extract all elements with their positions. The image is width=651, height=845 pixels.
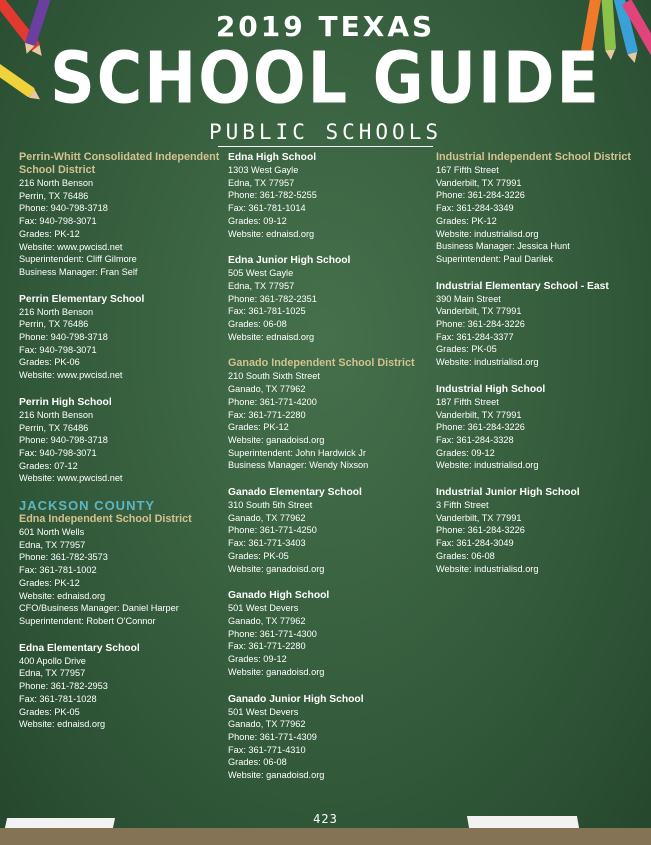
entry-detail-line: 310 South 5th Street — [228, 500, 313, 511]
entry-detail-line: Perrin, TX 76486 — [19, 190, 89, 201]
column-3 — [436, 151, 646, 589]
school-entry — [228, 693, 433, 782]
entry-detail-line: Website: industrialisd.org — [436, 228, 539, 239]
entry-detail-line: Perrin, TX 76486 — [19, 319, 89, 330]
entry-detail-line: Fax: 361-781-1002 — [19, 565, 97, 576]
entry-detail-line: CFO/Business Manager: Daniel Harper — [19, 603, 179, 614]
entry-detail-line: Website: ganadoisd.org — [228, 563, 325, 574]
entry-detail-line: Website: www.pwcisd.net — [19, 241, 123, 252]
district-entry — [19, 499, 224, 628]
entry-detail-line: Fax: 361-781-1014 — [228, 203, 306, 214]
entry-detail-line: Phone: 940-798-3718 — [19, 435, 108, 446]
entry-detail-line: Edna, TX 77957 — [228, 177, 295, 188]
district-name: Edna Independent School District — [19, 513, 192, 526]
entry-detail-line: Grades: PK-12 — [228, 422, 289, 433]
entry-detail-line: 167 Fifth Street — [436, 165, 499, 175]
entry-detail-line: Phone: 361-284-3226 — [436, 422, 525, 433]
entry-detail-line: Grades: PK-05 — [436, 344, 497, 355]
entry-detail-line: 3 Fifth Street — [436, 500, 489, 511]
page-number: 423 — [313, 812, 338, 826]
entry-detail-line: Fax: 361-284-3349 — [436, 203, 514, 214]
entry-detail-line: Grades: 06-08 — [228, 319, 287, 330]
district-entry — [19, 151, 224, 279]
entry-detail-line: Vanderbilt, TX 77991 — [436, 409, 522, 420]
entry-detail-line: Website: industrialisd.org — [436, 460, 539, 471]
school-name: Ganado Junior High School — [228, 693, 364, 705]
school-entry — [436, 486, 646, 575]
entry-detail-line: Grades: 09-12 — [436, 447, 495, 458]
entry-detail-line: Fax: 361-771-2280 — [228, 641, 306, 652]
entry-detail-line: Ganado, TX 77962 — [228, 384, 306, 395]
entry-detail-line: 210 South Sixth Street — [228, 371, 320, 382]
entry-detail-line: Perrin, TX 76486 — [19, 422, 89, 433]
entry-detail-line: Edna, TX 77957 — [19, 668, 86, 679]
entry-detail-line: Superintendent: John Hardwick Jr — [228, 447, 366, 458]
entry-detail-line: Website: ganadoisd.org — [228, 434, 325, 445]
school-name: Ganado High School — [228, 590, 330, 602]
entry-detail-line: Phone: 361-782-2953 — [19, 681, 108, 692]
entry-detail-line: 390 Main Street — [436, 293, 501, 304]
entry-detail-line: Ganado, TX 77962 — [228, 512, 306, 523]
entry-detail-line: Website: ganadoisd.org — [228, 666, 325, 677]
entry-detail-line: Phone: 361-771-4309 — [228, 731, 317, 742]
entry-detail-line: Superintendent: Cliff Gilmore — [19, 254, 137, 265]
entry-detail-line: Website: ednaisd.org — [19, 590, 106, 601]
entry-detail-line: Website: ednaisd.org — [228, 331, 315, 342]
entry-detail-line: Website: industrialisd.org — [436, 357, 539, 368]
entry-detail-line: Grades: PK-06 — [19, 357, 80, 368]
entry-detail-line: Grades: 07-12 — [19, 460, 78, 471]
entry-detail-line: Superintendent: Paul Darilek — [436, 253, 553, 264]
column-2 — [228, 151, 433, 796]
header-year: 2019 TEXAS — [215, 10, 436, 43]
entry-detail-line: Fax: 361-771-3403 — [228, 538, 306, 549]
entry-detail-line: Grades: PK-12 — [436, 215, 497, 226]
district-name: Perrin-Whitt Consolidated Independent School District — [19, 151, 220, 176]
school-name: Perrin High School — [19, 396, 112, 408]
entry-detail-line: Grades: 09-12 — [228, 215, 287, 226]
entry-detail-line: Grades: PK-12 — [19, 228, 80, 239]
school-entry — [436, 280, 646, 369]
entry-detail-line: Fax: 940-798-3071 — [19, 216, 97, 227]
school-entry — [228, 486, 433, 575]
district-entry — [436, 151, 646, 266]
entry-detail-line: Website: www.pwcisd.net — [19, 370, 123, 381]
entry-detail-line: Business Manager: Wendy Nixson — [228, 460, 369, 471]
school-entry — [436, 383, 646, 472]
school-entry — [19, 642, 224, 731]
entry-detail-line: Phone: 361-771-4250 — [228, 525, 317, 536]
page-title: SCHOOL GUIDE — [50, 35, 601, 120]
school-entry — [228, 589, 433, 678]
entry-detail-line: Fax: 361-284-3328 — [436, 434, 514, 445]
school-entry — [19, 293, 224, 382]
entry-detail-line: Phone: 361-284-3226 — [436, 525, 525, 536]
school-name: Edna Elementary School — [19, 642, 140, 654]
entry-detail-line: Business Manager: Jessica Hunt — [436, 241, 570, 252]
subtitle-underline — [218, 146, 433, 147]
entry-detail-line: 505 West Gayle — [228, 268, 294, 279]
entry-detail-line: 400 Apollo Drive — [19, 655, 86, 666]
school-entry — [228, 254, 433, 343]
entry-detail-line: Fax: 361-771-4310 — [228, 744, 306, 755]
entry-detail-line: Phone: 361-284-3226 — [436, 190, 525, 201]
entry-detail-line: Grades: PK-05 — [19, 706, 80, 717]
entry-detail-line: Ganado, TX 77962 — [228, 719, 306, 730]
entry-detail-line: Ganado, TX 77962 — [228, 615, 306, 626]
entry-detail-line: Superintendent: Robert O'Connor — [19, 615, 156, 626]
entry-detail-line: Fax: 940-798-3071 — [19, 344, 97, 355]
entry-detail-line: Fax: 940-798-3071 — [19, 447, 97, 458]
entry-detail-line: 601 North Wells — [19, 527, 85, 538]
entry-detail-line: Grades: PK-05 — [228, 550, 289, 561]
entry-detail-line: Website: industrialisd.org — [436, 563, 539, 574]
school-entry — [228, 151, 433, 240]
county-heading: JACKSON COUNTY — [19, 498, 156, 514]
entry-detail-line: Phone: 940-798-3718 — [19, 332, 108, 343]
entry-detail-line: Phone: 361-771-4200 — [228, 396, 317, 407]
entry-detail-line: Website: ednaisd.org — [228, 228, 315, 239]
school-name: Ganado Elementary School — [228, 487, 362, 499]
entry-detail-line: Edna, TX 77957 — [228, 280, 295, 291]
entry-detail-line: 216 North Benson — [19, 306, 94, 317]
entry-detail-line: Fax: 361-771-2280 — [228, 409, 306, 420]
school-name: Edna High School — [228, 152, 317, 163]
entry-detail-line: Vanderbilt, TX 77991 — [436, 306, 522, 317]
entry-detail-line: Phone: 361-782-3573 — [19, 552, 108, 563]
entry-detail-line: Vanderbilt, TX 77991 — [436, 177, 522, 188]
entry-detail-line: Grades: 09-12 — [228, 654, 287, 665]
entry-detail-line: Grades: 06-08 — [228, 757, 287, 768]
entry-detail-line: Edna, TX 77957 — [19, 539, 86, 550]
school-name: Industrial High School — [436, 383, 546, 395]
entry-detail-line: 216 North Benson — [19, 409, 94, 420]
entry-detail-line: Vanderbilt, TX 77991 — [436, 512, 522, 523]
school-name: Edna Junior High School — [228, 255, 351, 267]
entry-detail-line: Fax: 361-781-1025 — [228, 306, 306, 317]
header-subtitle: PUBLIC SCHOOLS — [208, 120, 442, 144]
entry-detail-line: Grades: 06-08 — [436, 550, 495, 561]
entry-detail-line: Phone: 361-782-5255 — [228, 190, 317, 201]
entry-detail-line: Business Manager: Fran Self — [19, 266, 138, 277]
entry-detail-line: 501 West Devers — [228, 706, 299, 717]
entry-detail-line: Phone: 361-284-3226 — [436, 319, 525, 330]
entry-detail-line: Phone: 361-782-2351 — [228, 293, 317, 304]
entry-detail-line: Fax: 361-284-3049 — [436, 538, 514, 549]
entry-detail-line: Fax: 361-781-1028 — [19, 693, 97, 704]
entry-detail-line: 501 West Devers — [228, 603, 299, 614]
school-entry — [19, 396, 224, 485]
entry-detail-line: 216 North Benson — [19, 178, 94, 188]
school-name: Industrial Junior High School — [436, 487, 580, 499]
entry-detail-line: Website: ednaisd.org — [19, 719, 106, 730]
entry-detail-line: Website: ganadoisd.org — [228, 770, 325, 781]
entry-detail-line: Grades: PK-12 — [19, 577, 80, 588]
district-name: Industrial Independent School District — [436, 151, 631, 163]
column-1 — [19, 151, 224, 745]
district-name: Ganado Independent School District — [228, 357, 415, 370]
entry-detail-line: 1303 West Gayle — [228, 165, 299, 175]
entry-detail-line: Phone: 361-771-4300 — [228, 628, 317, 639]
entry-detail-line: Website: www.pwcisd.net — [19, 473, 123, 484]
school-name: Industrial Elementary School - East — [436, 280, 609, 292]
entry-detail-line: 187 Fifth Street — [436, 396, 499, 407]
district-entry — [228, 357, 433, 472]
entry-detail-line: Fax: 361-284-3377 — [436, 331, 514, 342]
school-name: Perrin Elementary School — [19, 293, 145, 305]
entry-detail-line: Phone: 940-798-3718 — [19, 203, 108, 214]
chalk-tray — [0, 828, 651, 845]
